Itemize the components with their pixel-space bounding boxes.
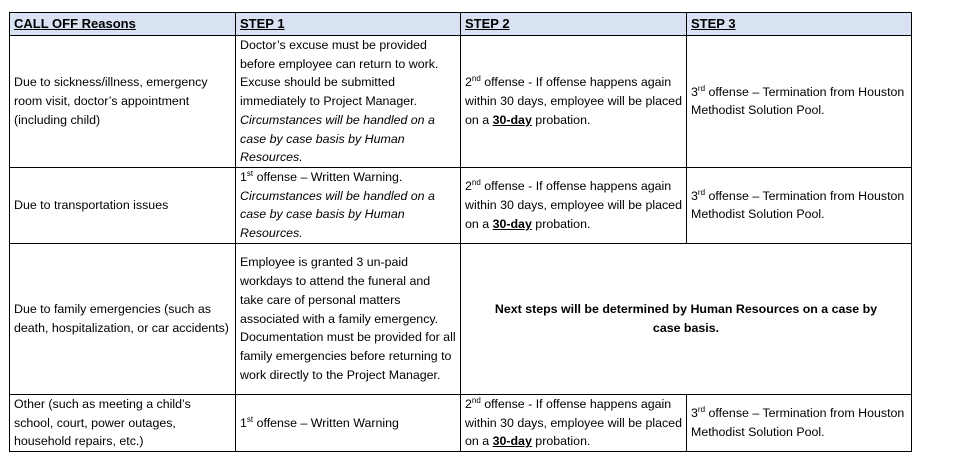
header-step-2: STEP 2 bbox=[461, 13, 687, 36]
table-row bbox=[10, 394, 912, 451]
step1-cell: Doctor’s excuse must be provided before employee can return to work. Excuse should be submitted immediately to Project Manager. Circumstances will be handled on a case by case basis by Human Resources. bbox=[236, 36, 461, 168]
next-steps-merged-cell: Next steps will be determined by Human Resources on a case by case basis. bbox=[461, 243, 912, 394]
table-row bbox=[10, 167, 912, 243]
reason-cell: Due to family emergencies (such as death, hospitalization, or car accidents) bbox=[10, 243, 236, 394]
table-row bbox=[10, 243, 912, 394]
reason-cell: Due to transportation issues bbox=[10, 167, 236, 243]
table-row bbox=[10, 36, 912, 168]
step1-cell: 1st offense – Written Warning bbox=[236, 394, 461, 451]
reason-cell: Due to sickness/illness, emergency room visit, doctor’s appointment (including child) bbox=[10, 36, 236, 168]
header-step-1: STEP 1 bbox=[236, 13, 461, 36]
header-call-off-reasons: CALL OFF Reasons bbox=[10, 13, 236, 36]
step2-cell: 2nd offense - If offense happens again within 30 days, employee will be placed on a 30-day probation. bbox=[461, 394, 687, 451]
step3-cell: 3rd offense – Termination from Houston Methodist Solution Pool. bbox=[687, 167, 912, 243]
step2-cell: 2nd offense - If offense happens again within 30 days, employee will be placed on a 30-day probation. bbox=[461, 36, 687, 168]
step3-cell: 3rd offense – Termination from Houston Methodist Solution Pool. bbox=[687, 36, 912, 168]
call-off-table bbox=[9, 12, 912, 452]
header-row bbox=[10, 13, 912, 36]
reason-cell: Other (such as meeting a child’s school, court, power outages, household repairs, etc.) bbox=[10, 394, 236, 451]
step3-cell: 3rd offense – Termination from Houston Methodist Solution Pool. bbox=[687, 394, 912, 451]
step2-cell: 2nd offense - If offense happens again within 30 days, employee will be placed on a 30-day probation. bbox=[461, 167, 687, 243]
header-step-3: STEP 3 bbox=[687, 13, 912, 36]
step1-cell: 1st offense – Written Warning. Circumstances will be handled on a case by case basis by Human Resources. bbox=[236, 167, 461, 243]
step1-cell: Employee is granted 3 un-paid workdays to attend the funeral and take care of personal matters associated with a family emergency. Documentation must be provided for all family emergencies before returning to work directly to the Project Manager. bbox=[236, 243, 461, 394]
